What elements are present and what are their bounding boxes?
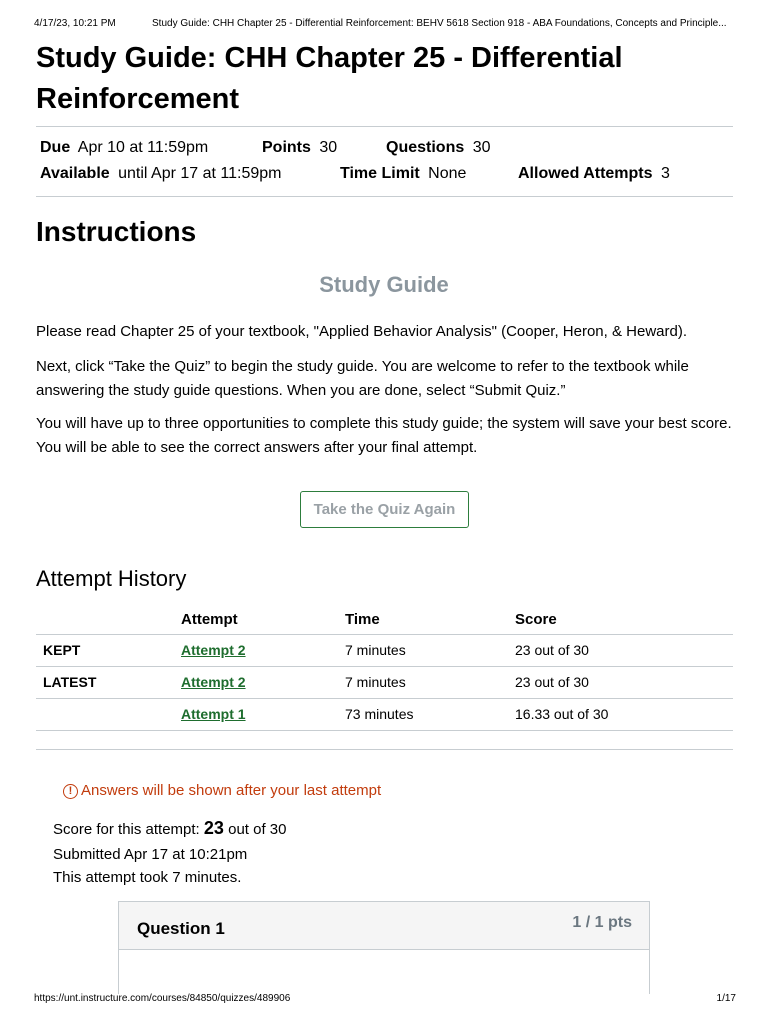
available-value: until Apr 17 at 11:59pm	[118, 165, 282, 182]
table-divider	[36, 698, 733, 699]
divider	[36, 196, 733, 197]
allowed-attempts-field	[518, 165, 670, 183]
question-card	[118, 901, 650, 994]
column-header-score: Score	[515, 611, 557, 628]
questions-label: Questions	[386, 139, 465, 156]
attempt-link[interactable]: Attempt 1	[181, 706, 246, 722]
divider	[36, 126, 733, 127]
warning-icon: !	[63, 784, 78, 799]
score-value: 23	[203, 818, 224, 838]
due-value: Apr 10 at 11:59pm	[77, 139, 209, 156]
allowed-attempts-value: 3	[660, 165, 670, 182]
time-limit-value: None	[428, 165, 467, 182]
table-divider	[36, 634, 733, 635]
points-label: Points	[262, 139, 311, 156]
print-url: https://unt.instructure.com/courses/84850/quizzes/489906	[34, 993, 291, 1004]
print-doc-title: Study Guide: CHH Chapter 25 - Differential Reinforcement: BEHV 5618 Section 918 - ABA Foundations, Concepts and Principle...	[152, 18, 727, 29]
time-limit-field	[340, 165, 466, 183]
question-points: 1 / 1 pts	[572, 914, 632, 931]
instructions-paragraph-2: Next, click “Take the Quiz” to begin the study guide. You are welcome to refer to the textbook while answering the study guide questions. When you are done, select “Submit Quiz.”	[36, 358, 689, 399]
column-header-time: Time	[345, 611, 380, 628]
instructions-paragraph-3: You will have up to three opportunities to complete this study guide; the system will save your best score. You will be able to see the correct answers after your final attempt.	[36, 415, 732, 456]
print-header	[34, 18, 734, 29]
submitted-text: Submitted Apr 17 at 10:21pm	[53, 846, 248, 863]
table-divider	[36, 730, 733, 731]
attempt-cell	[181, 642, 246, 658]
attempt-link[interactable]: Attempt 2	[181, 642, 246, 658]
answers-warning	[63, 782, 381, 799]
row-label: LATEST	[43, 674, 97, 690]
score-cell: 23 out of 30	[515, 642, 589, 658]
question-title: Question 1	[137, 919, 225, 938]
attempt-history-heading: Attempt History	[36, 566, 187, 591]
time-cell: 7 minutes	[345, 674, 406, 690]
take-quiz-again-button[interactable]: Take the Quiz Again	[300, 491, 469, 528]
time-limit-label: Time Limit	[340, 165, 420, 182]
questions-value: 30	[472, 139, 491, 156]
available-label: Available	[40, 165, 110, 182]
question-header	[119, 902, 649, 950]
due-field	[40, 139, 208, 157]
divider	[36, 749, 733, 750]
print-footer	[34, 993, 736, 1004]
available-field	[40, 165, 282, 183]
instructions-heading: Instructions	[36, 216, 197, 247]
allowed-attempts-label: Allowed Attempts	[518, 165, 653, 182]
row-label: KEPT	[43, 642, 81, 658]
table-divider	[36, 666, 733, 667]
questions-field	[386, 139, 490, 157]
time-cell: 73 minutes	[345, 706, 414, 722]
score-suffix: out of 30	[228, 821, 287, 838]
print-page-number: 1/17	[716, 993, 736, 1004]
attempt-cell	[181, 706, 246, 722]
points-value: 30	[319, 139, 338, 156]
print-timestamp: 4/17/23, 10:21 PM	[34, 18, 116, 29]
score-cell: 23 out of 30	[515, 674, 589, 690]
due-label: Due	[40, 139, 71, 156]
attempt-duration-text: This attempt took 7 minutes.	[53, 869, 242, 886]
study-guide-heading: Study Guide	[319, 272, 449, 297]
instructions-paragraph-1: Please read Chapter 25 of your textbook, "Applied Behavior Analysis" (Cooper, Heron, & Heward).	[36, 323, 687, 340]
attempt-score	[53, 818, 287, 839]
attempt-link[interactable]: Attempt 2	[181, 674, 246, 690]
page-title: Study Guide: CHH Chapter 25 - Differential Reinforcement	[36, 42, 623, 115]
score-prefix: Score for this attempt:	[53, 821, 200, 838]
time-cell: 7 minutes	[345, 642, 406, 658]
points-field	[262, 139, 337, 157]
warning-text: Answers will be shown after your last attempt	[81, 782, 382, 799]
score-cell: 16.33 out of 30	[515, 706, 609, 722]
attempt-cell	[181, 674, 246, 690]
column-header-attempt: Attempt	[181, 611, 238, 628]
